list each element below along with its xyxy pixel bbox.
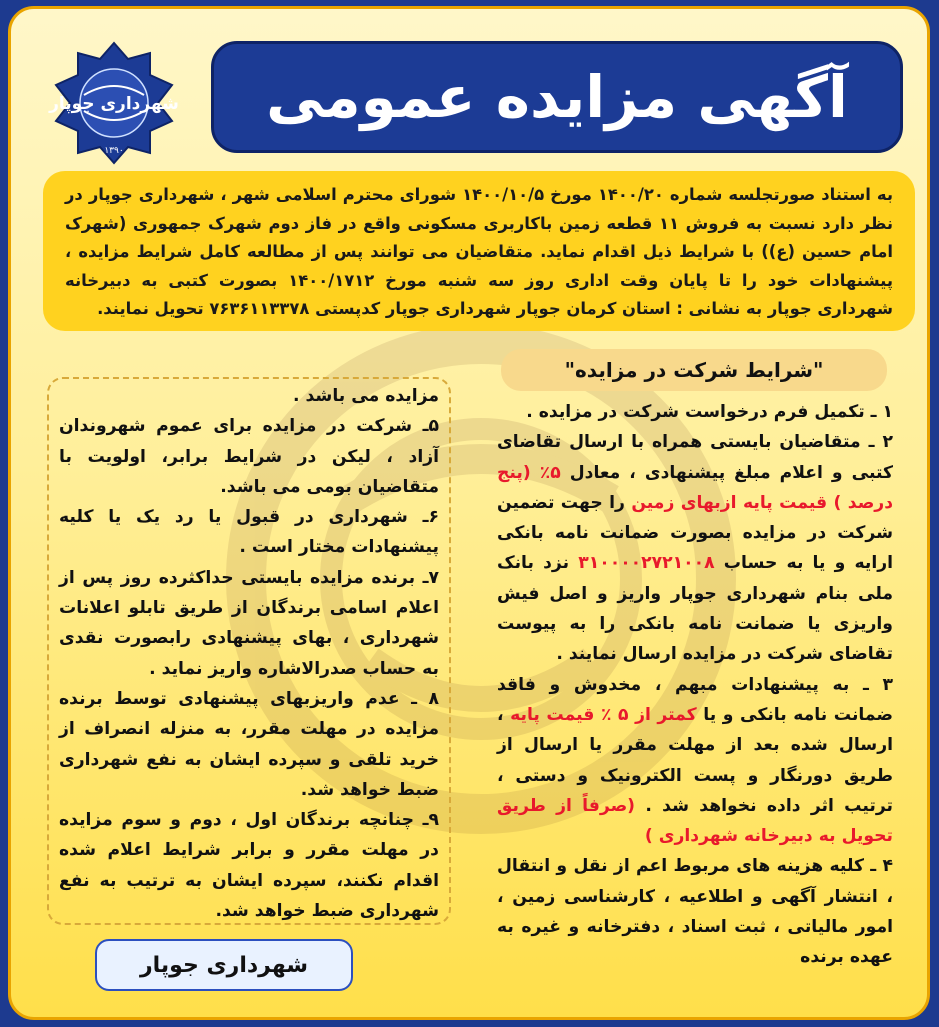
signature-box <box>95 939 353 991</box>
intro-text: به استناد صورتجلسه شماره ۱۴۰۰/۲۰ مورخ ۱۴۰۰/۱۰/۵ شورای محترم اسلامی شهر ، شهرداری جوپار در نظر دارد نسبت به فروش ۱۱ قطعه زمین باکاربری مسکونی واقع در فاز دوم شهرک جمهوری (شهرک امام حسین (ع)) با شرایط ذیل اقدام نماید. متقاضیان می توانند پس از مطالعه کامل شرایط مزایده ، پیشنهادات خود را تا پایان وقت اداری روز سه شنبه مورخ ۱۴۰۰/۱۷۱۲ بصورت کتبی به دبیرخانه شهرداری جوپار به نشانی : استان کرمان جوپار شهرداری جوپار کدپستی ۷۶۳۶۱۱۳۳۷۸ تحویل نمایند. <box>65 185 894 318</box>
condition-4-continued: مزایده می باشد . <box>292 386 439 406</box>
condition-2-deposit-highlight: ۵٪ (پنج درصد ) قیمت پایه ازبهای زمین <box>497 462 894 513</box>
ad-frame <box>8 6 930 1020</box>
condition-2-account-number: ۳۱۰۰۰۰۲۷۲۱۰۰۸ <box>578 553 715 574</box>
condition-3-delivery-note: (صرفاً از طریق تحویل به دبیرخانه شهرداری ) <box>497 795 893 847</box>
conditions-right-column <box>497 397 894 968</box>
logo-text: شهرداری جوپار <box>49 94 179 114</box>
condition-2 <box>497 427 893 669</box>
condition-7: ۷ـ برنده مزایده بایستی حداکثرده روز پس از اعلام اسامی برندگان از طریق تابلو اعلانات شهرداری ، بهای پیشنهادی رابصورت نقدی به حساب صدرالاشاره واریز نماید . <box>59 567 439 679</box>
condition-3-highlight: کمتر از ۵ ٪ قیمت پایه <box>510 704 697 725</box>
condition-3-text-a: ۳ ـ به پیشنهادات مبهم ، مخدوش و فاقد ضمانت نامه بانکی و یا <box>497 674 894 725</box>
condition-3-text-b: ، ارسال شده بعد از مهلت مقرر یا ارسال از طریق دورنگار و پست الکترونیک و دستی ، ترتیب اثر داده نخواهد شد . <box>497 704 893 816</box>
condition-5: ۵ـ شرکت در مزایده برای عموم شهروندان آزاد ، لیکن در شرایط برابر، اولویت با متقاضیان بومی می باشد. <box>59 416 439 497</box>
condition-2-text-b: را جهت تضمین شرکت در مزایده بصورت ضمانت نامه بانکی ارایه و یا به حساب <box>497 492 894 574</box>
condition-4: ۴ ـ کلیه هزینه های مربوط اعم از نقل و انتقال ، انتشار آگهی و اطلاعیه ، کارشناسی زمین ، امور مالیاتی ، ثبت اسناد ، دفترخانه و غیره به عهده برنده <box>497 856 893 968</box>
conditions-left-column <box>47 377 451 925</box>
condition-2-text-c: نزد بانک ملی بنام شهرداری جوپار واریز و اصل فیش واریزی یا ضمانت نامه بانکی را به پیوست تقاضای شرکت در مزایده ارسال نمایند . <box>497 553 893 665</box>
signature-text: شهرداری جوپار <box>140 952 308 978</box>
municipality-logo <box>39 39 189 169</box>
page-title: آگهی مزایده عمومی <box>266 63 848 131</box>
condition-8: ۸ ـ عدم واریزبهای پیشنهادی توسط برنده مزایده در مهلت مقرر، به منزله انصراف از خرید تلقی و سپرده ایشان به نفع شهرداری ضبط خواهد شد. <box>59 688 439 800</box>
intro-panel <box>43 171 915 331</box>
condition-9: ۹ـ چنانچه برندگان اول ، دوم و سوم مزایده در مهلت مقرر و برابر شرایط اعلام شده اقدام نکنند، سپرده ایشان به ترتیب به نفع شهرداری ضبط خواهد شد. <box>59 810 439 922</box>
title-banner <box>211 41 903 153</box>
condition-3 <box>497 670 893 852</box>
condition-6: ۶ـ شهرداری در قبول یا رد یک یا کلیه پیشنهادات مختار است . <box>59 507 439 558</box>
conditions-header <box>501 349 887 391</box>
condition-1: ۱ ـ تکمیل فرم درخواست شرکت در مزایده . <box>526 402 893 422</box>
condition-2-text-a: ۲ ـ متقاضیان بایستی همراه با ارسال تقاضای کتبی و اعلام مبلغ پیشنهادی ، معادل <box>497 432 894 483</box>
conditions-title: "شرایط شرکت در مزایده" <box>564 358 824 382</box>
logo-year: ۱۳۹۰ <box>104 146 124 156</box>
